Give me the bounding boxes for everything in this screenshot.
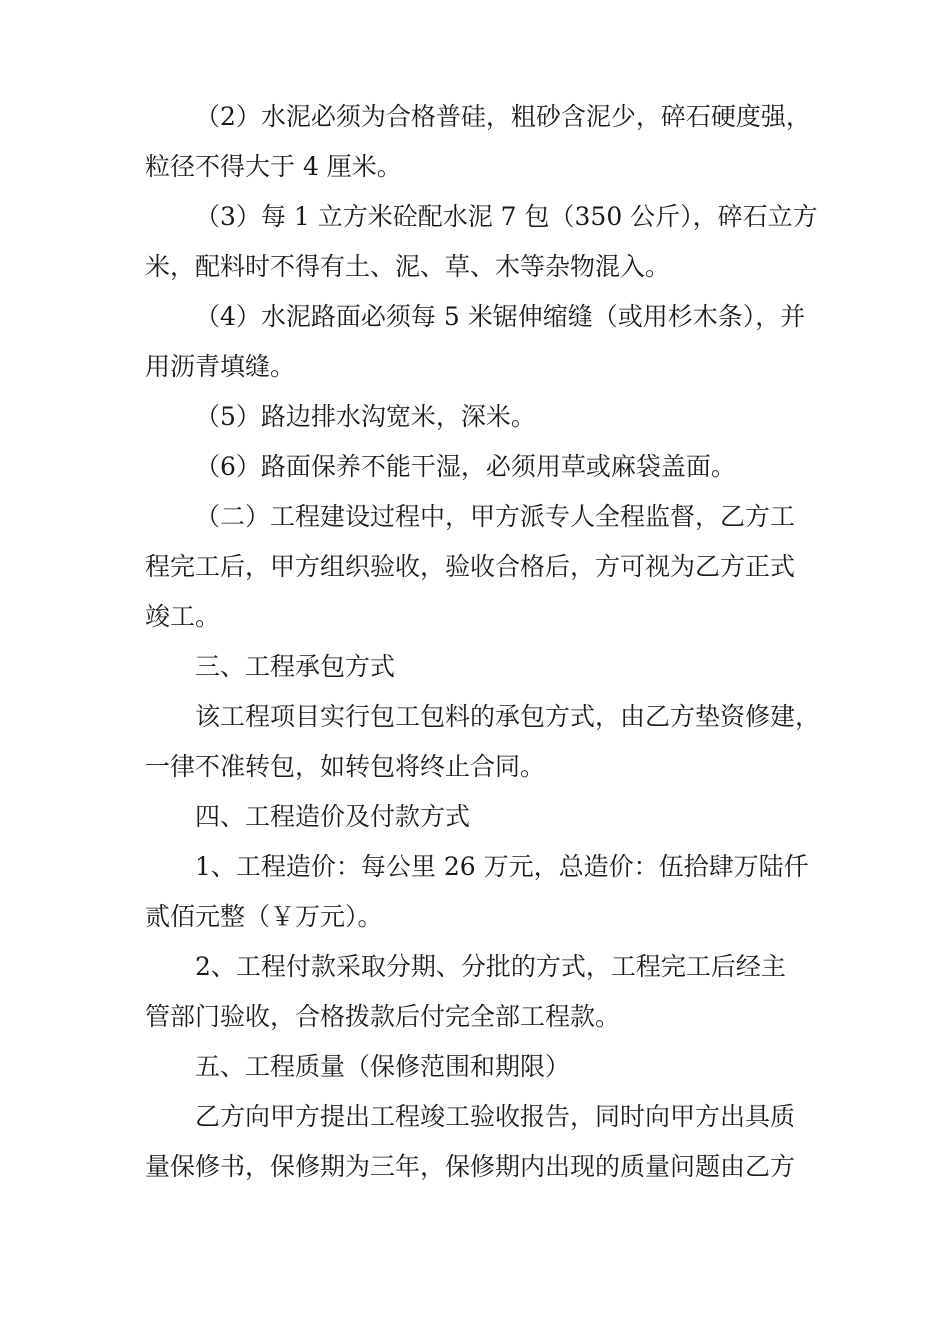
text-line: （4）水泥路面必须每 5 米锯伸缩缝（或用杉木条），并	[195, 302, 806, 331]
text-line: 用沥青填缝。	[145, 352, 296, 381]
paragraph-drainage-ditch	[145, 392, 825, 442]
text-line: 2、工程付款采取分期、分批的方式，工程完工后经主	[195, 952, 786, 981]
text-line: 管部门验收，合格拨款后付完全部工程款。	[145, 1002, 621, 1031]
paragraph-supervision	[145, 492, 825, 642]
text-line: （3）每 1 立方米砼配水泥 7 包（350 公斤），碎石立方	[195, 202, 818, 231]
text-line: 米，配料时不得有土、泥、草、木等杂物混入。	[145, 252, 671, 281]
text-line: 一律不准转包，如转包将终止合同。	[145, 752, 546, 781]
text-line: （6）路面保养不能干湿，必须用草或麻袋盖面。	[195, 452, 736, 481]
paragraph-contract-method	[145, 692, 825, 792]
text-line: 量保修书，保修期为三年，保修期内出现的质量问题由乙方	[145, 1152, 796, 1181]
paragraph-payment-terms	[145, 942, 825, 1042]
text-line: 1、工程造价：每公里 26 万元，总造价：伍拾肆万陆仟	[195, 852, 809, 881]
text-line: 贰佰元整（￥万元）。	[145, 902, 383, 931]
paragraph-project-cost	[145, 842, 825, 942]
text-line: 程完工后，甲方组织验收，验收合格后，方可视为乙方正式	[145, 552, 796, 581]
section-heading-cost-payment	[145, 792, 825, 842]
paragraph-warranty	[145, 1092, 825, 1192]
text-line: （5）路边排水沟宽米，深米。	[195, 402, 536, 431]
paragraph-expansion-joints	[145, 292, 825, 392]
paragraph-cement-spec	[145, 92, 825, 192]
text-line: 竣工。	[145, 602, 221, 631]
paragraph-mix-ratio	[145, 192, 825, 292]
text-line: 粒径不得大于 4 厘米。	[145, 152, 402, 181]
paragraph-curing	[145, 442, 825, 492]
section-heading-quality	[145, 1042, 825, 1092]
section-heading-contract-method	[145, 642, 825, 692]
text-line: 该工程项目实行包工包料的承包方式，由乙方垫资修建，	[195, 702, 821, 731]
section-heading: 四、工程造价及付款方式	[195, 802, 471, 831]
document-body	[145, 92, 825, 1192]
text-line: （二）工程建设过程中，甲方派专人全程监督，乙方工	[195, 502, 796, 531]
text-line: （2）水泥必须为合格普硅，粗砂含泥少，碎石硬度强，	[195, 102, 811, 131]
section-heading: 三、工程承包方式	[195, 652, 396, 681]
section-heading: 五、工程质量（保修范围和期限）	[195, 1052, 571, 1081]
text-line: 乙方向甲方提出工程竣工验收报告，同时向甲方出具质	[195, 1102, 796, 1131]
